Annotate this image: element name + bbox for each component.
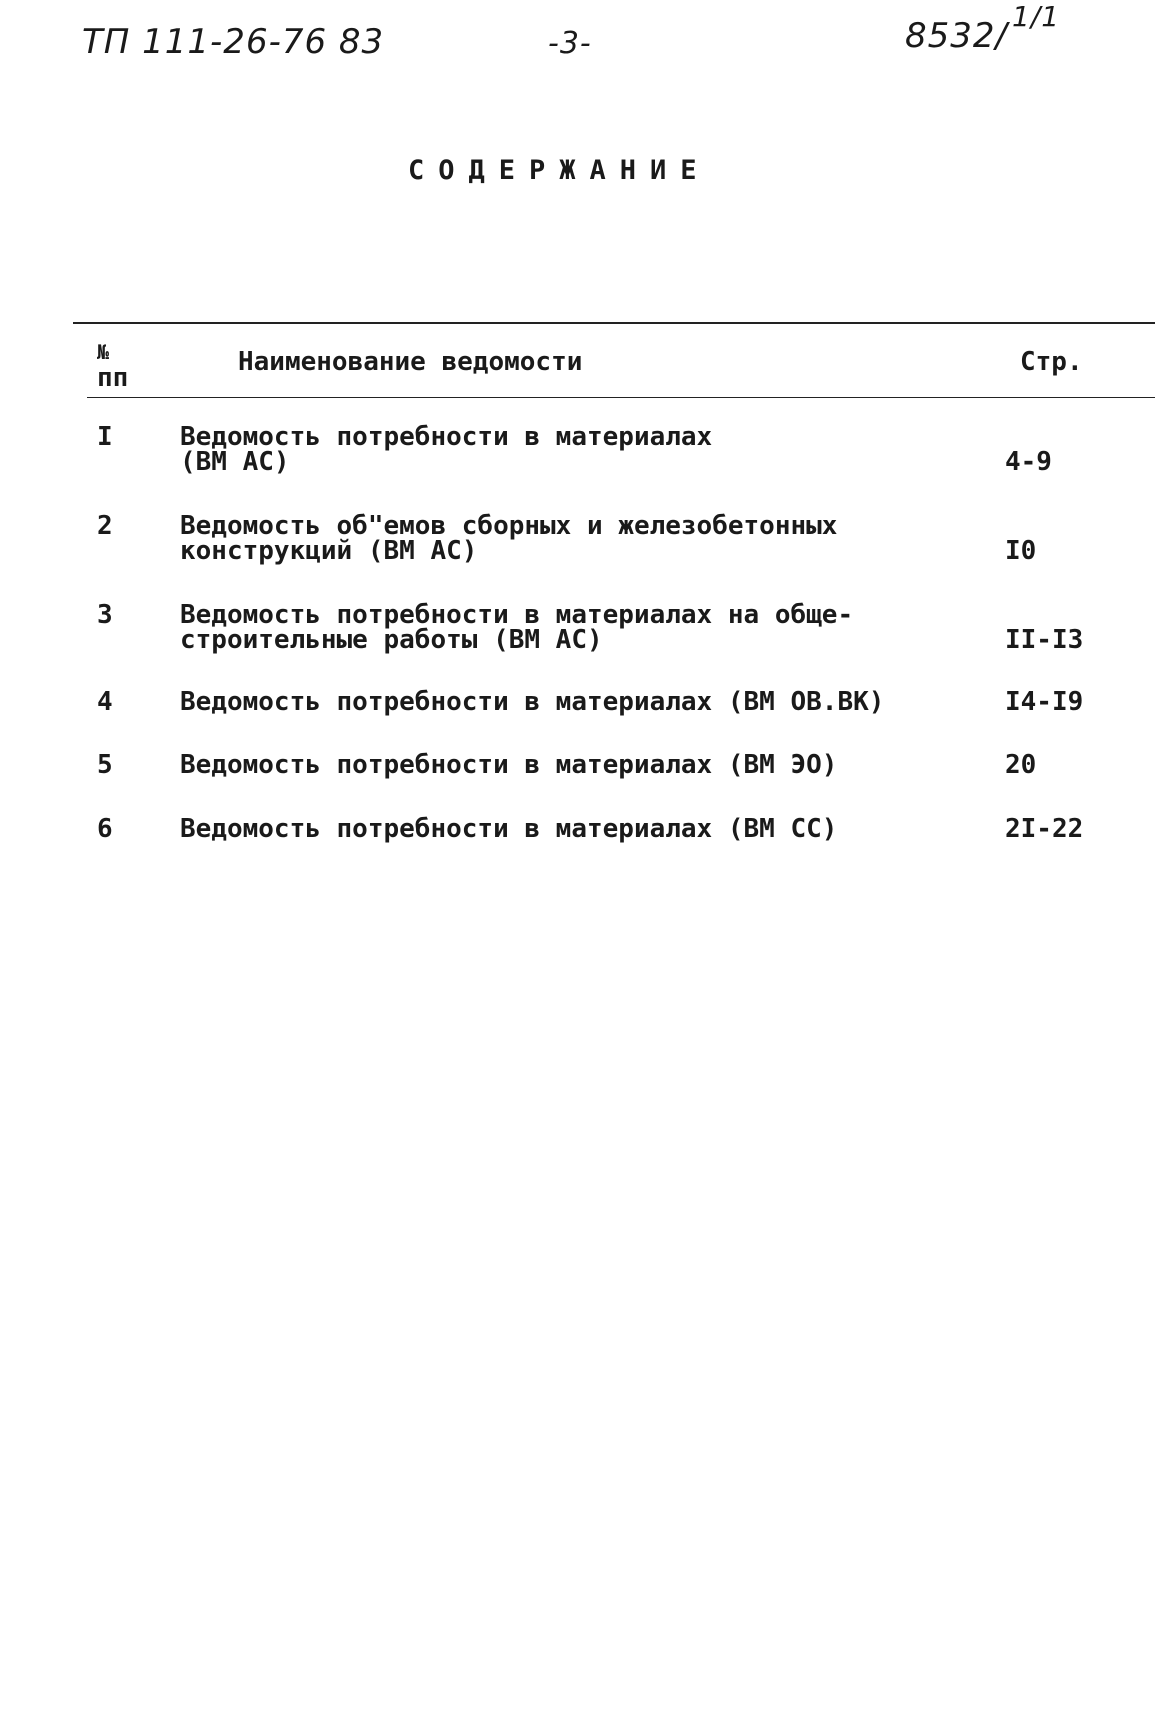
- row-name-line1: Ведомость потребности в материалах: [180, 422, 713, 452]
- table-top-rule: [73, 322, 1155, 324]
- column-header-page: Стр.: [1020, 347, 1083, 377]
- archive-number: 8532/: [905, 16, 1008, 56]
- row-page: I4-I9: [1005, 687, 1084, 717]
- row-name-line1: Ведомость потребности в материалах на обще-: [180, 600, 854, 630]
- row-page: 2I-22: [1005, 814, 1084, 844]
- row-page: 4-9: [1005, 447, 1052, 477]
- row-number: 6: [97, 814, 113, 844]
- row-name-line1: Ведомость потребности в материалах (ВМ СС): [180, 814, 838, 844]
- row-page: II-I3: [1005, 625, 1084, 655]
- row-name-line1: Ведомость потребности в материалах (ВМ ОВ.ВК): [180, 687, 885, 717]
- column-header-number-abbr: пп: [97, 363, 129, 393]
- row-name-line1: Ведомость об"емов сборных и железобетонных: [180, 511, 838, 541]
- archive-suffix: 1/1: [1012, 0, 1061, 33]
- row-name-line2: строительные работы (ВМ АС): [180, 625, 603, 655]
- row-page: 20: [1005, 750, 1037, 780]
- row-page: I0: [1005, 536, 1037, 566]
- table-header-rule: [87, 397, 1155, 398]
- row-number: 4: [97, 687, 113, 717]
- row-number: 2: [97, 511, 113, 541]
- row-name-line2: конструкций (ВМ АС): [180, 536, 478, 566]
- page-title: СОДЕРЖАНИЕ: [408, 155, 711, 186]
- row-name-line1: Ведомость потребности в материалах (ВМ ЭО): [180, 750, 838, 780]
- row-number: 3: [97, 600, 113, 630]
- row-name-line2: (ВМ АС): [180, 447, 290, 477]
- page-number: -3-: [548, 26, 592, 61]
- row-number: I: [97, 422, 113, 452]
- row-number: 5: [97, 750, 113, 780]
- document-code: ТП 111-26-76 83: [82, 22, 385, 62]
- column-header-number-sign: №: [97, 340, 110, 364]
- column-header-name: Наименование ведомости: [238, 347, 583, 377]
